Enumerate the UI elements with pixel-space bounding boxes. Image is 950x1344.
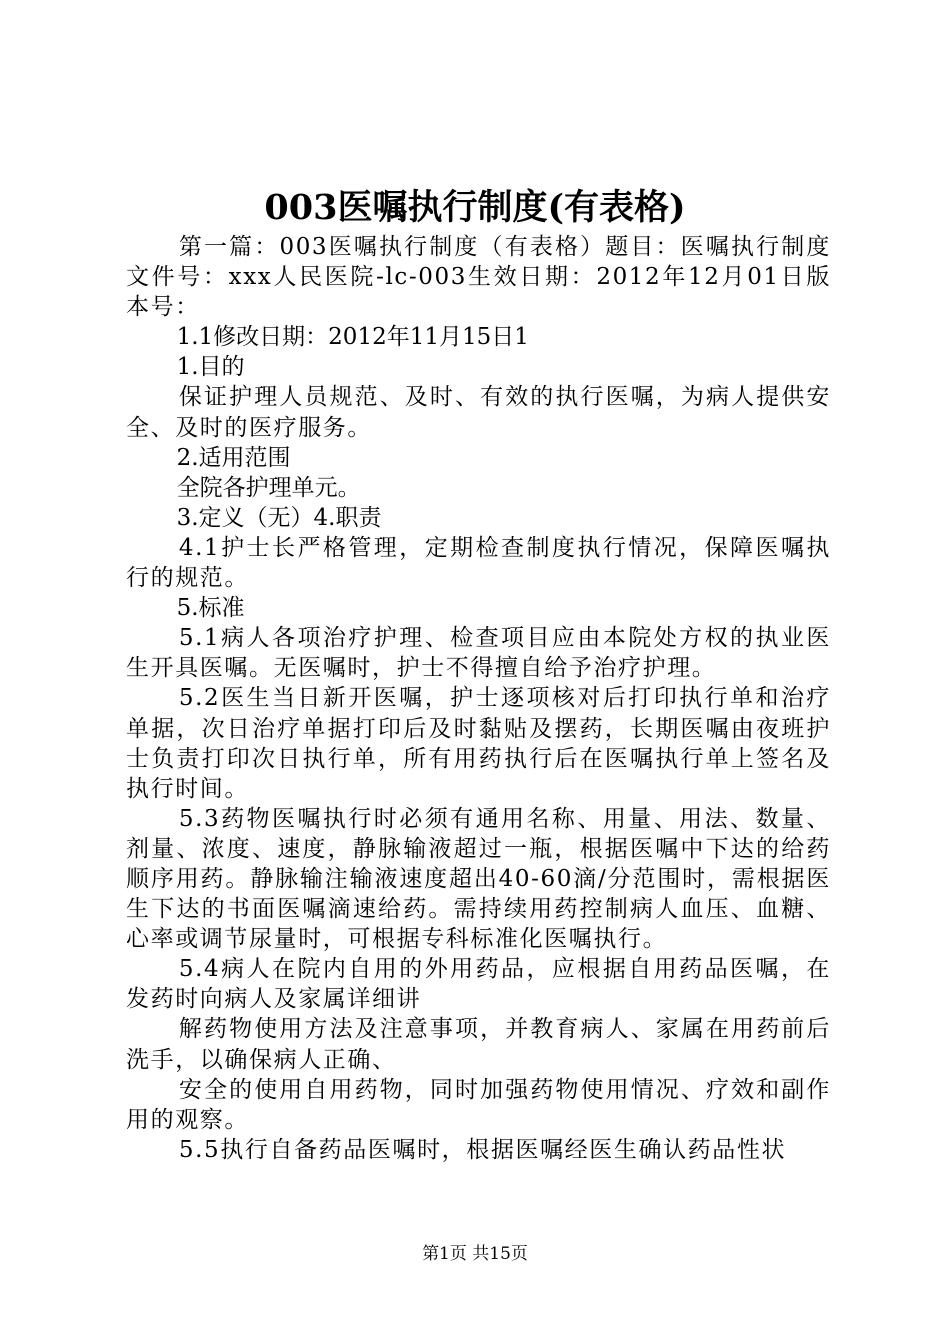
heading-standard: 5.标准 (176, 595, 245, 622)
paragraph-standard-5-4: 5.4病人在院内自用的外用药品，应根据自用药品医嘱，在发药时向病人及家属详细讲 (126, 956, 831, 1013)
page-number: 第1页 共15页 (422, 1244, 528, 1264)
paragraph-standard-5-3: 5.3药物医嘱执行时必须有通用名称、用量、用法、数量、剂量、浓度、速度，静脉输液超过一瓶，根据医嘱中下达的给药顺序用药。静脉输注输液速度超出40-60滴/分范围时，需根据医生下达的书面医嘱滴速给药。需持续用药控制病人血压、血糖、心率或调节尿量时，可根据专科标准化医嘱执行。 (126, 805, 831, 953)
paragraph-purpose: 保证护理人员规范、及时、有效的执行医嘱，为病人提供安全、及时的医疗服务。 (126, 384, 831, 441)
paragraph-revision-date: 1.1修改日期：2012年11月15日1 (176, 324, 529, 351)
paragraph-intro: 第一篇：003医嘱执行制度（有表格）题目：医嘱执行制度文件号：xxx人民医院-lc-003生效日期：2012年12月01日版本号： (126, 234, 831, 321)
paragraph-standard-5-2: 5.2医生当日新开医嘱，护士逐项核对后打印执行单和治疗单据，次日治疗单据打印后及时黏贴及摆药，长期医嘱由夜班护士负责打印次日执行单，所有用药执行后在医嘱执行单上签名及执行时间。 (126, 685, 831, 802)
document-title: 003医嘱执行制度(有表格) (264, 187, 686, 228)
paragraph-standard-5-4-end: 安全的使用自用药物，同时加强药物使用情况、疗效和副作用的观察。 (126, 1076, 831, 1133)
paragraph-standard-5-1: 5.1病人各项治疗护理、检查项目应由本院处方权的执业医生开具医嘱。无医嘱时，护士不得擅自给予治疗护理。 (126, 625, 831, 682)
paragraph-scope: 全院各护理单元。 (176, 474, 361, 501)
heading-definition-duties: 3.定义（无）4.职责 (176, 504, 382, 531)
paragraph-standard-5-4-continued: 解药物使用方法及注意事项，并教育病人、家属在用药前后洗手，以确保病人正确、 (126, 1016, 831, 1073)
heading-purpose: 1.目的 (176, 354, 245, 381)
paragraph-duty-4-1: 4.1护士长严格管理，定期检查制度执行情况，保障医嘱执行的规范。 (126, 534, 831, 592)
paragraph-standard-5-5: 5.5执行自备药品医嘱时，根据医嘱经医生确认药品性状 (178, 1136, 787, 1163)
heading-scope: 2.适用范围 (176, 444, 291, 471)
document-body (126, 232, 831, 1165)
